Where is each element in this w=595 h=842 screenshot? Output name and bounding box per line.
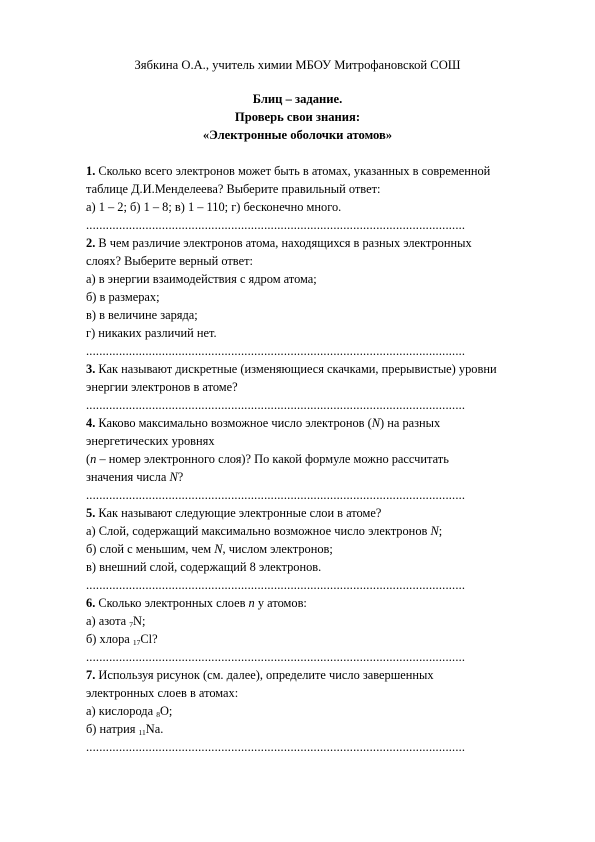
q4-text-3b: – номер электронного слоя)? По какой формуле можно рассчитать — [96, 452, 449, 466]
q4-text-4a: значения числа — [86, 470, 170, 484]
q5-option-a — [86, 522, 526, 540]
q6-text-1-end: у атомов: — [254, 596, 307, 610]
q4-line-4 — [86, 468, 526, 486]
q5-line-1 — [86, 504, 526, 522]
q3-line-1 — [86, 360, 526, 378]
q5-option-c: в) внешний слой, содержащий 8 электронов. — [86, 560, 322, 574]
q6-text-b: б) хлора — [86, 632, 133, 646]
q6-option-a — [86, 612, 526, 630]
q4-text-1b: ) на разных — [380, 416, 441, 430]
q6-text-a: а) азота — [86, 614, 130, 628]
q1-number: 1. — [86, 164, 96, 178]
q1-options: а) 1 – 2; б) 1 – 8; в) 1 – 110; г) бесконечно много. — [86, 200, 342, 214]
q4-text-1a: Каково максимально возможное число электронов ( — [95, 416, 372, 430]
q1-line-1 — [86, 162, 526, 180]
q5-symbol-N: N — [214, 542, 223, 556]
q7-element-b: Na. — [145, 722, 164, 736]
q4-text-3a: ( — [86, 452, 91, 466]
q2-option-d: г) никаких различий нет. — [86, 326, 217, 340]
q2-line-1 — [86, 234, 526, 252]
q1-line-2: таблице Д.И.Менделеева? Выберите правильный ответ: — [86, 182, 381, 196]
q5-symbol-N: N — [430, 524, 439, 538]
q2-option-c: в) в величине заряда; — [86, 308, 198, 322]
answer-line: ................................................................................................................... — [86, 398, 466, 412]
q5-text-a-end: ; — [438, 524, 443, 538]
q7-option-b — [86, 720, 526, 738]
q4-line-2: энергетических уровнях — [86, 434, 215, 448]
q6-element-b: Cl? — [140, 632, 158, 646]
q7-line-1 — [86, 666, 526, 684]
answer-line: ................................................................................................................... — [86, 578, 466, 592]
q2-text-1: В чем различие электронов атома, находящихся в разных электронных — [95, 236, 472, 250]
answer-line: ................................................................................................................... — [86, 488, 466, 502]
answer-line: ................................................................................................................... — [86, 344, 466, 358]
q3-number: 3. — [86, 362, 96, 376]
q5-number: 5. — [86, 506, 96, 520]
q7-line-2: электронных слоев в атомах: — [86, 686, 239, 700]
q7-subscript-b: 11 — [138, 728, 146, 737]
q7-text-a: а) кислорода — [86, 704, 157, 718]
q7-element-a: O; — [159, 704, 173, 718]
q7-number: 7. — [86, 668, 96, 682]
q6-option-b — [86, 630, 526, 648]
q6-symbol-n: n — [248, 596, 255, 610]
q5-text-1: Как называют следующие электронные слои в атоме? — [95, 506, 382, 520]
doc-subtitle: Проверь свои знания: — [234, 110, 361, 124]
q3-text-1: Как называют дискретные (изменяющиеся скачками, прерывистые) уровни — [95, 362, 497, 376]
q6-subscript-b: 17 — [132, 638, 141, 647]
answer-line: ................................................................................................................... — [86, 218, 466, 232]
q2-line-2: слоях? Выберите верный ответ: — [86, 254, 253, 268]
q6-number: 6. — [86, 596, 96, 610]
q7-option-a — [86, 702, 526, 720]
q4-line-3 — [86, 450, 526, 468]
q6-element-a: N; — [133, 614, 146, 628]
answer-line: ................................................................................................................... — [86, 740, 466, 754]
q4-symbol-N: N — [169, 470, 178, 484]
q5-option-b — [86, 540, 526, 558]
q7-text-1: Используя рисунок (см. далее), определите число завершенных — [95, 668, 434, 682]
doc-title: Блиц – задание. — [252, 92, 343, 106]
q4-symbol-n: n — [90, 452, 97, 466]
q6-subscript-a: 7 — [129, 620, 133, 629]
q2-number: 2. — [86, 236, 96, 250]
q7-subscript-a: 8 — [156, 710, 160, 719]
q4-line-1 — [86, 414, 526, 432]
questions-list — [86, 162, 526, 756]
q7-text-b: б) натрия — [86, 722, 139, 736]
q5-text-b1: б) слой с меньшим, чем — [86, 542, 215, 556]
q5-text-b2: , числом электронов; — [222, 542, 333, 556]
q1-text-1: Сколько всего электронов может быть в атомах, указанных в современной — [95, 164, 491, 178]
doc-topic: «Электронные оболочки атомов» — [202, 128, 393, 142]
q2-option-a: а) в энергии взаимодействия с ядром атома; — [86, 272, 317, 286]
q3-line-2: энергии электронов в атоме? — [86, 380, 238, 394]
q5-text-a: а) Слой, содержащий максимально возможное число электронов — [86, 524, 431, 538]
q4-number: 4. — [86, 416, 96, 430]
q4-symbol-N: N — [371, 416, 380, 430]
q6-text-1: Сколько электронных слоев — [95, 596, 249, 610]
q6-line-1 — [86, 594, 526, 612]
q2-option-b: б) в размерах; — [86, 290, 160, 304]
author-line: Зябкина О.А., учитель химии МБОУ Митрофановской СОШ — [134, 58, 461, 72]
q4-text-4b: ? — [177, 470, 184, 484]
answer-line: ................................................................................................................... — [86, 650, 466, 664]
